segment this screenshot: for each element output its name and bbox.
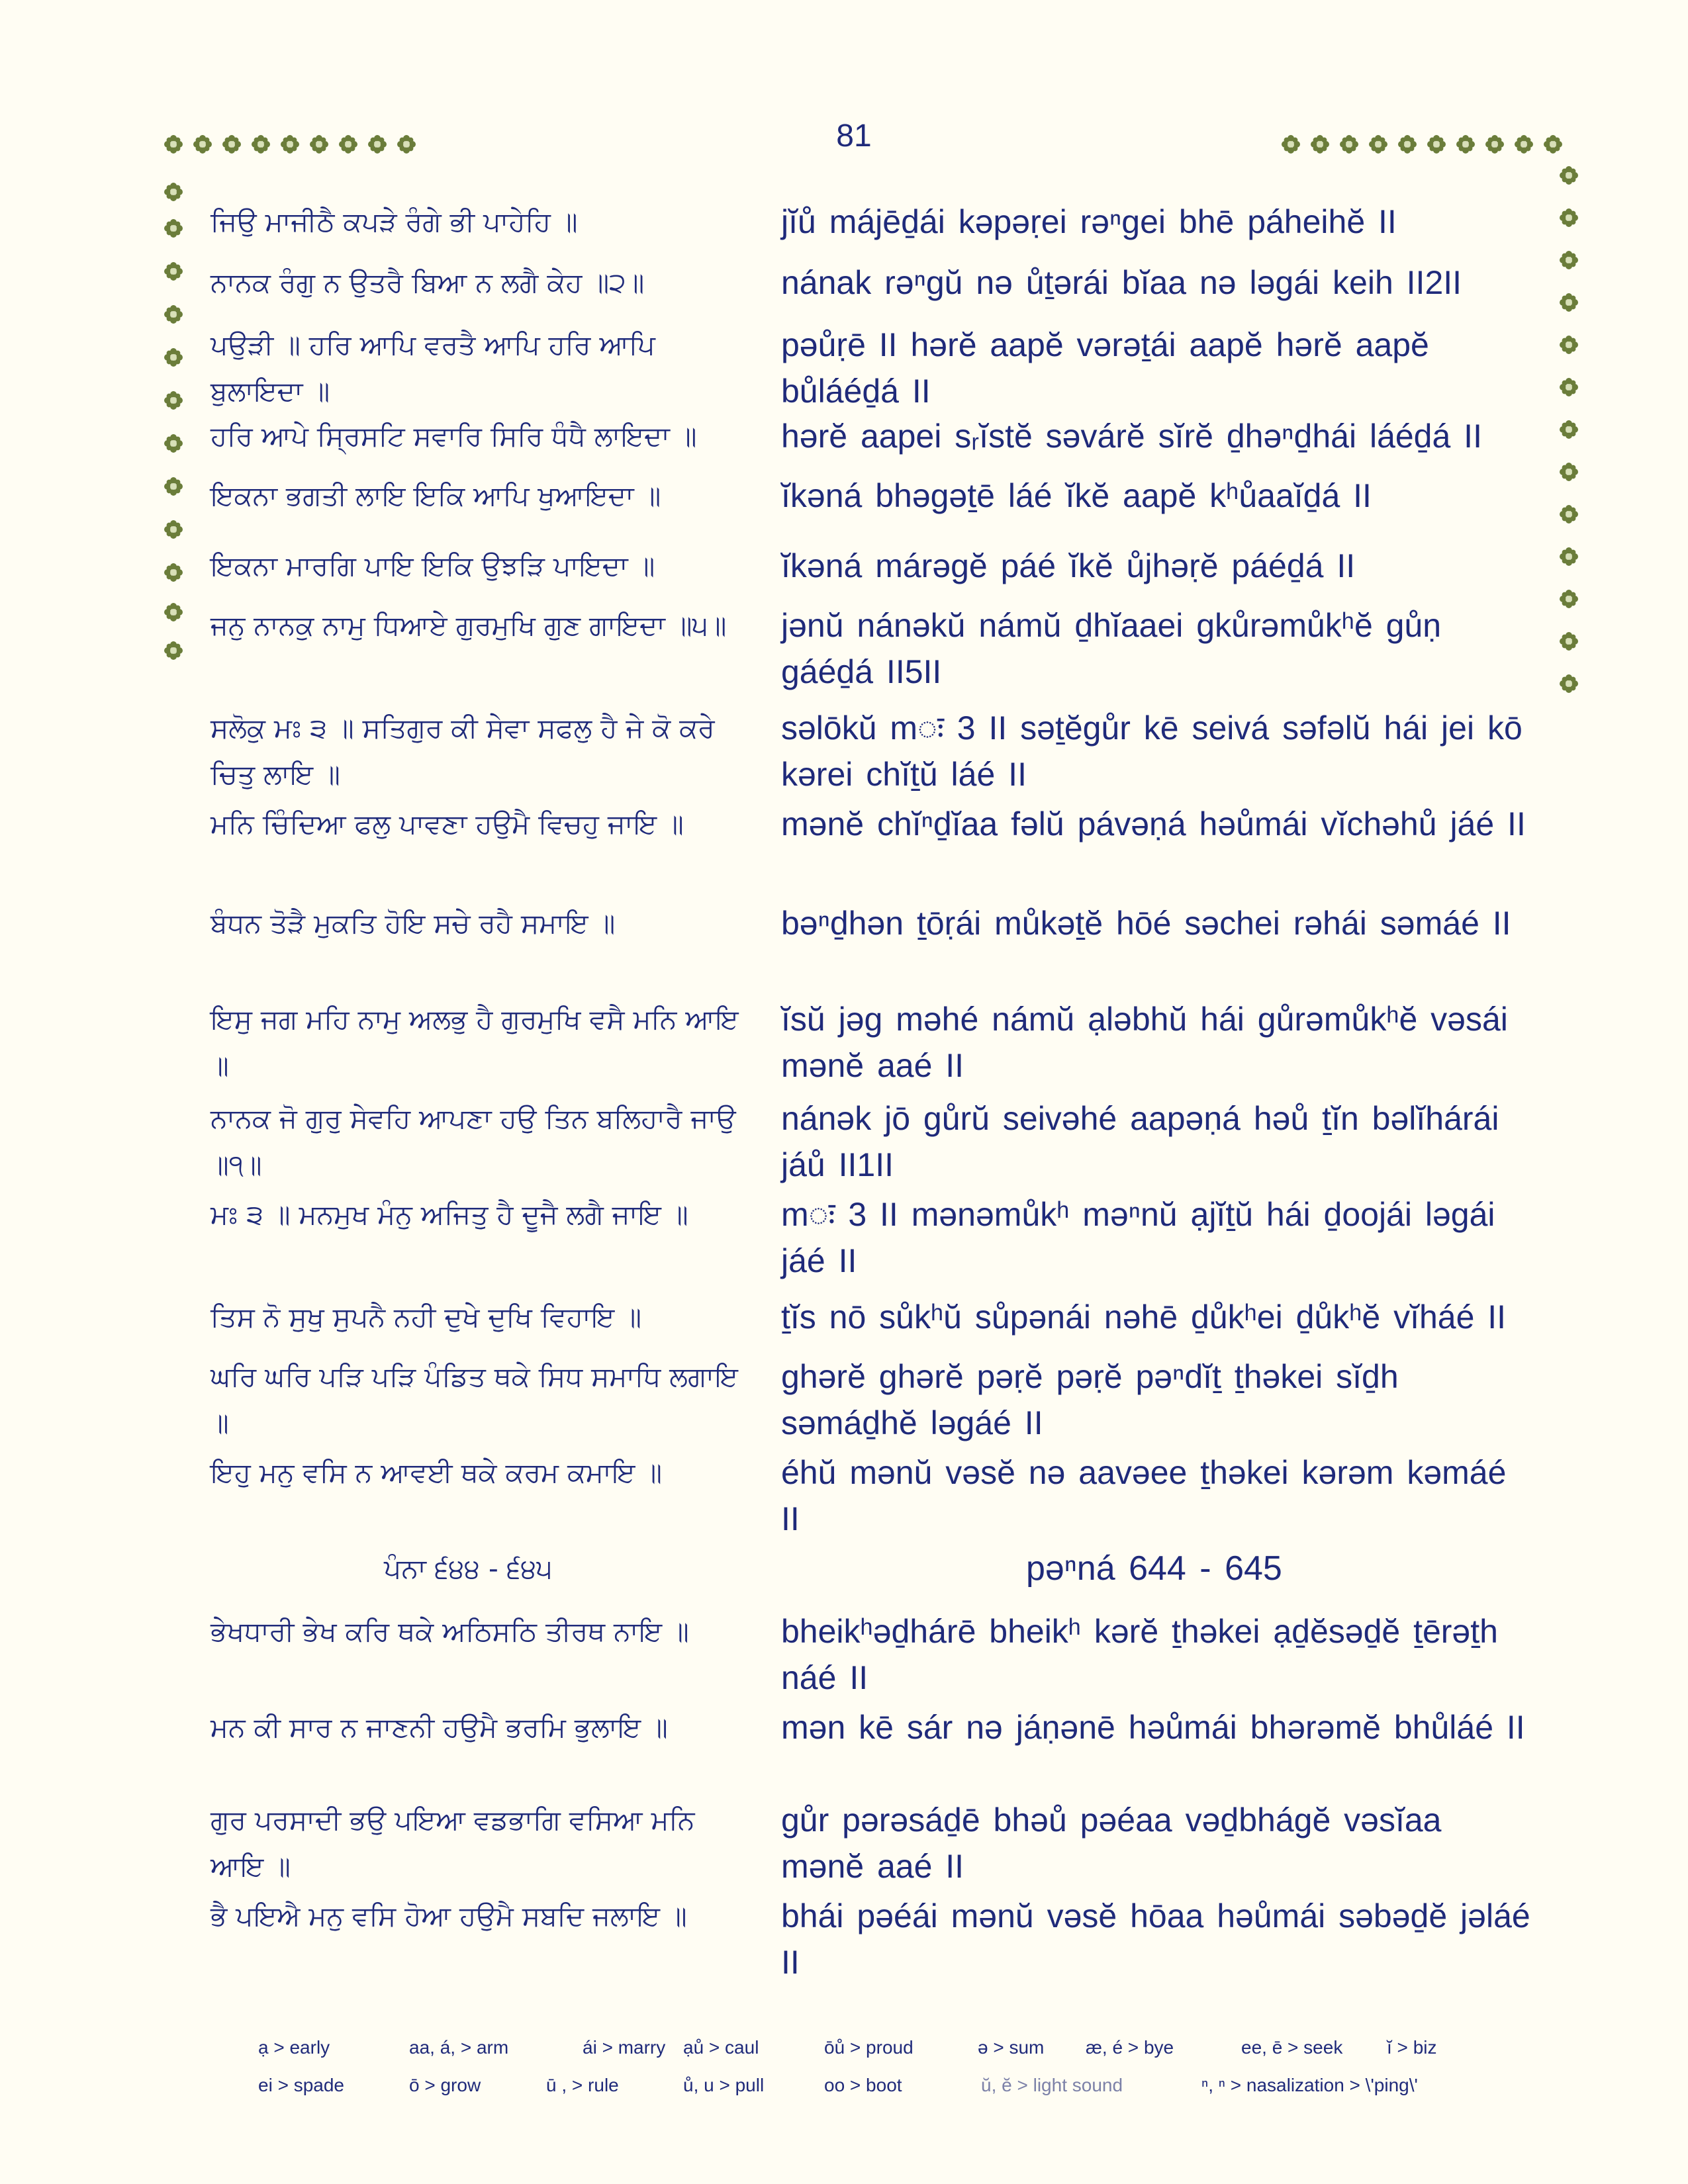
transliteration-text: ĭkəná bhəgəṯē láé ĭkĕ aapĕ kʰůaaĭḏá II (781, 477, 1372, 514)
gurmukhi-text: ਭੈ ਪਇਐ ਮਨੁ ਵਸਿ ਹੋਆ ਹਉਮੈ ਸਬਦਿ ਜਲਾਇ ॥ (211, 1900, 687, 1932)
flower-ornament-icon (164, 390, 183, 410)
legend-item: ei > spade (258, 2075, 344, 2095)
legend-item: ạů > caul (683, 2037, 759, 2058)
flower-ornament-icon (251, 134, 271, 154)
gurmukhi-text: ਪਉੜੀ ॥ ਹਰਿ ਆਪਿ ਵਰਤੈ ਆਪਿ ਹਰਿ ਆਪਿ ਬੁਲਾਇਦਾ ॥ (211, 329, 655, 407)
flower-ornament-icon (222, 134, 242, 154)
transliteration-text: mः 3 II mənəmůkʰ məⁿnŭ ạjĭṯŭ hái ḏoojái ləgái jáé II (781, 1196, 1495, 1279)
legend-item: ĭ > biz (1387, 2037, 1437, 2058)
gurmukhi-text: ਤਿਸ ਨੋ ਸੁਖੁ ਸੁਪਨੈ ਨਹੀ ਦੁਖੇ ਦੁਖਿ ਵਿਹਾਇ ॥ (211, 1301, 641, 1333)
gurmukhi-text: ਭੇਖਧਾਰੀ ਭੇਖ ਕਰਿ ਥਕੇ ਅਠਿਸਠਿ ਤੀਰਥ ਨਾਇ ॥ (211, 1615, 689, 1647)
legend-item: æ, é > bye (1086, 2037, 1174, 2058)
transliteration-text: gůr pərəsáḏē bhəů pəéaa vəḏbhágĕ vəsĭaa mənĕ aaé II (781, 1801, 1442, 1885)
flower-ornament-icon (1559, 420, 1579, 439)
transliteration-text: nának rəⁿgŭ nə ůṯərái bĭaa nə ləgái keih II2II (781, 264, 1462, 301)
gurmukhi-text: ਇਕਨਾ ਮਾਰਗਿ ਪਾਇ ਇਕਿ ਉਝੜਿ ਪਾਇਦਾ ॥ (211, 550, 655, 582)
gurmukhi-text: ਘਰਿ ਘਰਿ ਪੜਿ ਪੜਿ ਪੰਡਿਤ ਥਕੇ ਸਿਧ ਸਮਾਧਿ ਲਗਾਇ ॥ (211, 1361, 738, 1439)
flower-ornament-icon (1514, 134, 1534, 154)
flower-ornament-icon (164, 182, 183, 202)
transliteration-text: pəⁿná 644 - 645 (1026, 1549, 1282, 1588)
transliteration-text: bheikʰəḏhárē bheikʰ kərĕ ṯhəkei ạḏĕsəḏĕ ṯērəṯh náé II (781, 1613, 1498, 1696)
gurmukhi-text: ਹਰਿ ਆਪੇ ਸ੍ਰਿਸਟਿ ਸਵਾਰਿ ਸਿਰਿ ਧੰਧੈ ਲਾਇਦਾ ॥ (211, 420, 697, 452)
flower-ornament-icon (1559, 547, 1579, 567)
transliteration-text: bəⁿḏhən ṯōṛái můkəṯĕ hōé səchei rəhái səmáé II (781, 905, 1511, 942)
transliteration-text: jĭů májēḏái kəpəṛei rəⁿgei bhē páheihĕ II (781, 203, 1397, 240)
flower-ornament-icon (367, 134, 387, 154)
flower-ornament-icon (1485, 134, 1505, 154)
flower-ornament-icon (1310, 134, 1330, 154)
flower-ornament-icon (164, 477, 183, 496)
gurmukhi-text: ਗੁਰ ਪਰਸਾਦੀ ਭਉ ਪਇਆ ਵਡਭਾਗਿ ਵਸਿਆ ਮਨਿ ਆਇ ॥ (211, 1804, 695, 1882)
gurmukhi-text: ਨਾਨਕ ਜੋ ਗੁਰੁ ਸੇਵਹਿ ਆਪਣਾ ਹਉ ਤਿਨ ਬਲਿਹਾਰੈ ਜਾਉ ॥੧॥ (211, 1103, 736, 1181)
flower-ornament-icon (1559, 674, 1579, 694)
legend-item: ái > marry (583, 2037, 666, 2058)
legend-item: ee, ē > seek (1241, 2037, 1343, 2058)
flower-ornament-icon (1559, 589, 1579, 609)
flower-ornament-icon (1559, 208, 1579, 228)
flower-ornament-icon (280, 134, 300, 154)
legend-item: ạ > early (258, 2037, 330, 2058)
gurmukhi-text: ਨਾਨਕ ਰੰਗੁ ਨ ਉਤਰੈ ਬਿਆ ਨ ਲਗੈ ਕੇਹ ॥੨॥ (211, 267, 645, 298)
flower-ornament-icon (1559, 250, 1579, 270)
flower-ornament-icon (164, 134, 183, 154)
flower-ornament-icon (1368, 134, 1388, 154)
transliteration-text: səlōkŭ mः 3 II səṯĕgůr kē seivá səfəlŭ hái jei kō kərei chĭṯŭ láé II (781, 709, 1523, 793)
gurmukhi-text: ਇਸੁ ਜਗ ਮਹਿ ਨਾਮੁ ਅਲਭੁ ਹੈ ਗੁਰਮੁਖਿ ਵਸੈ ਮਨਿ ਆਇ ॥ (211, 1003, 739, 1081)
gurmukhi-text: ਸਲੋਕੁ ਮਃ ੩ ॥ ਸਤਿਗੁਰ ਕੀ ਸੇਵਾ ਸਫਲੁ ਹੈ ਜੇ ਕੋ ਕਰੇ ਚਿਤੁ ਲਾਇ ॥ (211, 712, 715, 790)
gurmukhi-text: ਜਿਉ ਮਾਜੀਠੈ ਕਪੜੇ ਰੰਗੇ ਭੀ ਪਾਹੇਹਿ ॥ (211, 206, 578, 238)
transliteration-text: bhái pəéái mənŭ vəsĕ hōaa həůmái səbəḏĕ jəláé II (781, 1897, 1530, 1981)
flower-ornament-icon (164, 520, 183, 539)
page-number: 81 (836, 118, 872, 154)
transliteration-text: mən kē sár nə jáṇənē həůmái bhərəmĕ bhůláé II (781, 1709, 1525, 1746)
flower-ornament-icon (1559, 504, 1579, 524)
transliteration-text: ĭsŭ jəg məhé námŭ ạləbhŭ hái gůrəmůkʰĕ vəsái mənĕ aaé II (781, 1001, 1508, 1084)
flower-ornament-icon (1456, 134, 1476, 154)
transliteration-text: hərĕ aapei sᵣĭstĕ səvárĕ sĭrĕ ḏhəⁿḏhái láéḏá II (781, 418, 1482, 455)
flower-ornament-icon (1281, 134, 1301, 154)
transliteration-text: ghərĕ ghərĕ pəṛĕ pəṛĕ pəⁿdĭṯ ṯhəkei sĭḏh səmáḏhĕ ləgáé II (781, 1358, 1399, 1441)
legend-item: ů, u > pull (683, 2075, 765, 2095)
transliteration-text: ĭkəná márəgĕ páé ĭkĕ ůjhəṛĕ páéḏá II (781, 547, 1356, 584)
transliteration-text: mənĕ chĭⁿḏĭaa fəlŭ pávəṇá həůmái vĭchəhů jáé II (781, 805, 1526, 842)
gurmukhi-text: ਇਕਨਾ ਭਗਤੀ ਲਾਇ ਇਕਿ ਆਪਿ ਖੁਆਇਦਾ ॥ (211, 480, 661, 512)
flower-ornament-icon (164, 304, 183, 324)
legend-item: ō > grow (409, 2075, 481, 2095)
flower-ornament-icon (1559, 462, 1579, 482)
gurmukhi-text: ਮਃ ੩ ॥ ਮਨਮੁਖ ਮੰਨੁ ਅਜਿਤੁ ਹੈ ਦੂਜੈ ਲਗੈ ਜਾਇ ॥ (211, 1199, 688, 1230)
legend-item: ⁿ, ⁿ > nasalization > \'ping\' (1201, 2075, 1418, 2095)
flower-ornament-icon (1427, 134, 1446, 154)
flower-ornament-icon (1559, 335, 1579, 355)
flower-ornament-icon (1339, 134, 1359, 154)
legend-item: oo > boot (824, 2075, 902, 2095)
flower-ornament-icon (164, 563, 183, 582)
flower-ornament-icon (193, 134, 212, 154)
flower-ornament-icon (1397, 134, 1417, 154)
legend-item: ōů > proud (824, 2037, 914, 2058)
flower-ornament-icon (1559, 631, 1579, 651)
gurmukhi-text: ਮਨ ਕੀ ਸਾਰ ਨ ਜਾਣਨੀ ਹਉਮੈ ਭਰਮਿ ਭੁਲਾਇ ॥ (211, 1711, 668, 1743)
legend-item: ə > sum (978, 2037, 1045, 2058)
legend-item: ŭ, ĕ > light sound (981, 2075, 1123, 2095)
flower-ornament-icon (1559, 165, 1579, 185)
transliteration-text: ṯĭs nō sůkʰŭ sůpənái nəhē ḏůkʰei ḏůkʰĕ vĭháé II (781, 1298, 1507, 1336)
gurmukhi-text: ਬੰਧਨ ਤੋੜੈ ਮੁਕਤਿ ਹੋਇ ਸਚੇ ਰਹੈ ਸਮਾਇ ॥ (211, 907, 616, 939)
gurmukhi-text: ਇਹੁ ਮਨੁ ਵਸਿ ਨ ਆਵਈ ਥਕੇ ਕਰਮ ਕਮਾਇ ॥ (211, 1457, 663, 1488)
flower-ornament-icon (164, 433, 183, 453)
flower-ornament-icon (1559, 377, 1579, 397)
flower-ornament-icon (397, 134, 416, 154)
gurmukhi-text: ਮਨਿ ਚਿੰਦਿਆ ਫਲੁ ਪਾਵਣਾ ਹਉਮੈ ਵਿਚਹੁ ਜਾਇ ॥ (211, 808, 684, 840)
legend-item: aa, á, > arm (409, 2037, 509, 2058)
gurmukhi-text: ਪੰਨਾ ੬੪੪ - ੬੪੫ (384, 1553, 553, 1584)
flower-ornament-icon (309, 134, 329, 154)
transliteration-text: éhŭ mənŭ vəsĕ nə aavəee ṯhəkei kərəm kəmáé II (781, 1454, 1507, 1537)
transliteration-text: pəůṛē II hərĕ aapĕ vərəṯái aapĕ hərĕ aapĕ bůláéḏá II (781, 326, 1429, 410)
flower-ornament-icon (338, 134, 358, 154)
legend-item: ū , > rule (546, 2075, 619, 2095)
flower-ornament-icon (164, 218, 183, 238)
flower-ornament-icon (1543, 134, 1563, 154)
flower-ornament-icon (164, 347, 183, 367)
transliteration-text: jənŭ nánəkŭ námŭ ḏhĭaaei gkůrəmůkʰĕ gůṇ gáéḏá II5II (781, 607, 1442, 690)
flower-ornament-icon (164, 641, 183, 660)
flower-ornament-icon (164, 602, 183, 622)
flower-ornament-icon (164, 261, 183, 281)
gurmukhi-text: ਜਨੁ ਨਾਨਕੁ ਨਾਮੁ ਧਿਆਏ ਗੁਰਮੁਖਿ ਗੁਣ ਗਾਇਦਾ ॥੫॥ (211, 610, 727, 641)
flower-ornament-icon (1559, 293, 1579, 312)
transliteration-text: nánək jō gůrŭ seivəhé aapəṇá həů ṯĭn bəlĭhárái jáů II1II (781, 1100, 1499, 1183)
